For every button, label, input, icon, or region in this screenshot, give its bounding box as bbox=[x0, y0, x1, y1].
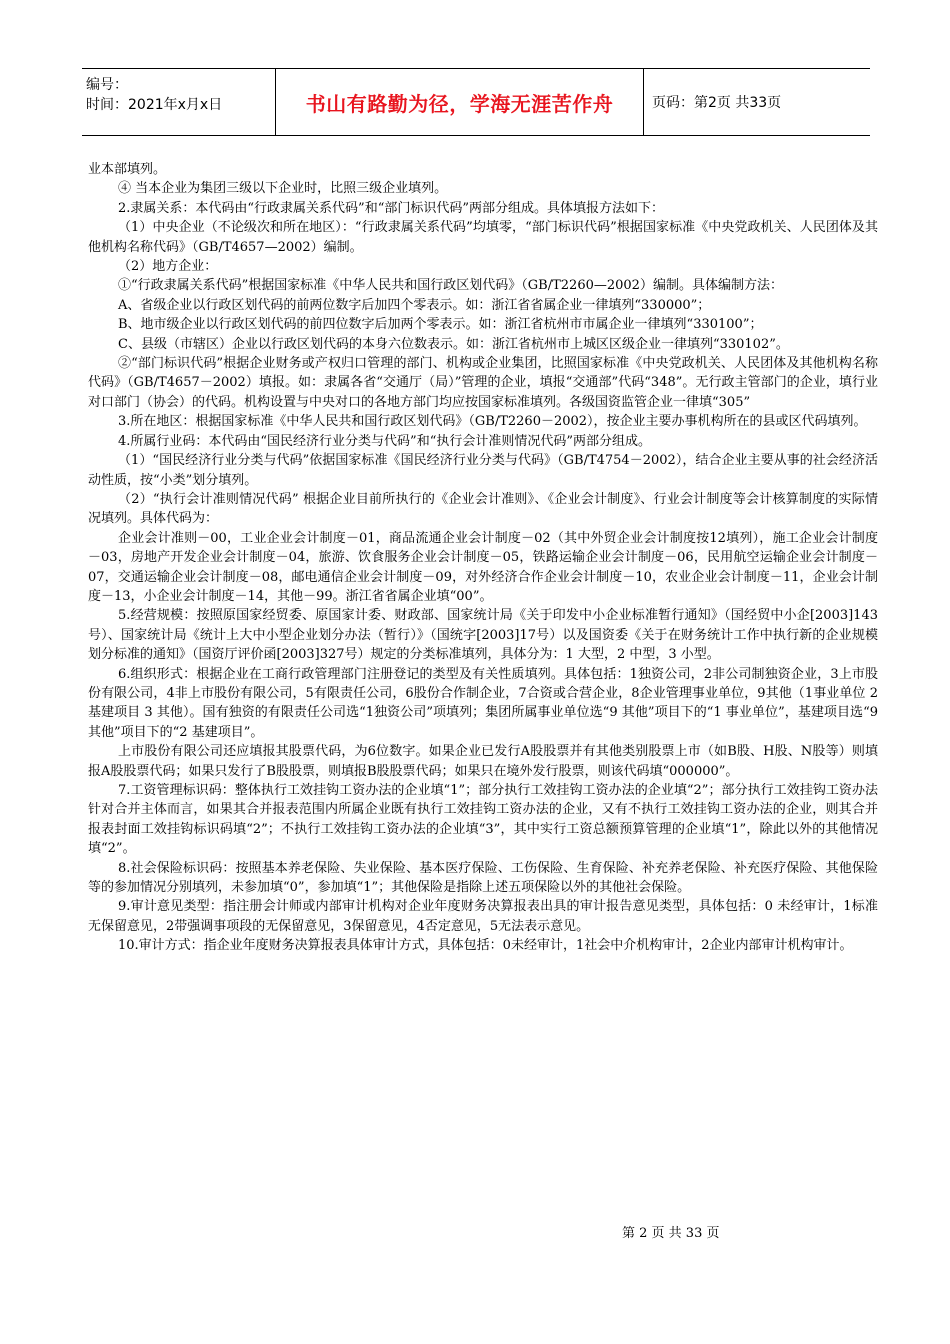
paragraph: A、省级企业以行政区划代码的前两位数字后加四个零表示。如：浙江省省属企业一律填列“330000”； bbox=[118, 297, 711, 313]
paragraph: 4.所属行业码：本代码由“国民经济行业分类与代码”和“执行会计准则情况代码”两部分组成。 bbox=[118, 433, 651, 449]
document-code-label: 编号： bbox=[86, 77, 128, 93]
paragraph: （2）地方企业： bbox=[118, 259, 218, 275]
paragraph: ②“部门标识代码”根据企业财务或产权归口管理的部门、机构或企业集团，比照国家标准《中央党政机关、人民团体及其他机构名称代码》（GB/T4657－2002）填报。如：隶属各省“交通厅（局）”管理的企业，填报“交通部”代码“348”。无行政主管部门的企业，填行业对口部门（协会）的代码。机构设置与中央对口的各地方部门均应按国家标准填列。各级国资监管企业一律填“305” bbox=[88, 356, 878, 410]
paragraph: 8.社会保险标识码：按照基本养老保险、失业保险、基本医疗保险、工伤保险、生育保险、补充养老保险、补充医疗保险、其他保险等的参加情况分别填列，未参加填“0”，参加填“1”；其他保险是指除上述五项保险以外的其他社会保险。 bbox=[88, 860, 878, 896]
paragraph: ④ 当本企业为集团三级以下企业时，比照三级企业填列。 bbox=[118, 181, 448, 197]
document-date: 时间：2021年x月x日 bbox=[86, 97, 223, 113]
paragraph: （2）“执行会计准则情况代码” 根据企业目前所执行的《企业会计准则》、《企业会计制度》、行业会计制度等会计核算制度的实际情况填列。具体代码为： bbox=[88, 491, 878, 527]
paragraph: 3.所在地区：根据国家标准《中华人民共和国行政区划代码》（GB/T2260－2002），按企业主要办事机构所在的县或区代码填列。 bbox=[118, 414, 867, 430]
header-page-info: 页码：第2页 共33页 bbox=[652, 95, 782, 111]
paragraph: 业本部填列。 bbox=[88, 162, 167, 177]
header-motto: 书山有路勤为径，学海无涯苦作舟 bbox=[276, 69, 644, 135]
page-footer: 第 2 页 共 33 页 bbox=[622, 1226, 720, 1241]
paragraph: 9.审计意见类型：指注册会计师或内部审计机构对企业年度财务决算报表出具的审计报告意见类型，具体包括：0 未经审计，1标准无保留意见，2带强调事项段的无保留意见，3保留意见，4否定意见，5无法表示意见。 bbox=[88, 899, 878, 934]
paragraph: 6.组织形式：根据企业在工商行政管理部门注册登记的类型及有关性质填列。具体包括：1独资公司，2非公司制独资企业，3上市股份有限公司，4非上市股份有限公司，5有限责任公司，6股份合作制企业，7合资或合营企业，8企业管理事业单位，9其他（1事业单位 2 基建项目 3 其他）。国有独资的有限责任公司选“1独资公司”项填列；集团所属事业单位选“9 其他”项目下的“1 事业单位”，基建项目选“9 其他”项目下的“2 基建项目”。 bbox=[88, 666, 878, 740]
paragraph: （1）“国民经济行业分类与代码”依据国家标准《国民经济行业分类与代码》（GB/T4754－2002），结合企业主要从事的社会经济活动性质，按“小类”划分填列。 bbox=[88, 453, 878, 488]
paragraph: （1）中央企业（不论级次和所在地区）：“行政隶属关系代码”均填零，“部门标识代码”根据国家标准《中央党政机关、人民团体及其他机构名称代码》（GB/T4657—2002）编制。 bbox=[88, 220, 878, 255]
paragraph: 2.隶属关系：本代码由“行政隶属关系代码”和“部门标识代码”两部分组成。具体填报方法如下： bbox=[118, 200, 664, 216]
paragraph: B、地市级企业以行政区划代码的前四位数字后加两个零表示。如：浙江省杭州市市属企业一律填列“330100”； bbox=[118, 317, 763, 333]
paragraph: 企业会计准则－00，工业企业会计制度－01，商品流通企业会计制度－02（其中外贸企业会计制度按12填列），施工企业会计制度－03，房地产开发企业会计制度－04，旅游、饮食服务企业会计制度－05，铁路运输企业会计制度－06，民用航空运输企业会计制度－07，交通运输企业会计制度－08，邮电通信企业会计制度－09，对外经济合作企业会计制度－10，农业企业会计制度－11，企业会计制度－13，小企业会计制度－14，其他－99。浙江省省属企业填“00”。 bbox=[88, 530, 878, 604]
paragraph: 7.工资管理标识码：整体执行工效挂钩工资办法的企业填“1”；部分执行工效挂钩工资办法的企业填“2”；部分执行工效挂钩工资办法针对合并主体而言，如果其合并报表范围内所属企业既有执行工效挂钩工资办法的企业，又有不执行工效挂钩工资办法的企业，则其合并报表封面工效挂钩标识码填“2”；不执行工效挂钩工资办法的企业填“3”，其中实行工资总额预算管理的企业填“1”，除此以外的其他情况填“2”。 bbox=[88, 783, 878, 857]
paragraph: 5.经营规模：按照原国家经贸委、原国家计委、财政部、国家统计局《关于印发中小企业标准暂行通知》（国经贸中小企[2003]143号）、国家统计局《统计上大中小型企业划分办法（暂行）》（国统字[2003]17号）以及国资委《关于在财务统计工作中执行新的企业规模划分标准的通知》（国资厅评价函[2003]327号）规定的分类标准填列，具体分为：1 大型，2 中型，3 小型。 bbox=[88, 608, 878, 663]
paragraph: ①“行政隶属关系代码”根据国家标准《中华人民共和国行政区划代码》（GB/T2260—2002）编制。具体编制方法： bbox=[118, 278, 783, 294]
header-meta bbox=[82, 69, 276, 135]
paragraph: 10.审计方式：指企业年度财务决算报表具体审计方式，具体包括：0未经审计，1社会中介机构审计，2企业内部审计机构审计。 bbox=[118, 938, 853, 954]
paragraph: 上市股份有限公司还应填报其股票代码，为6位数字。如果企业已发行A股股票并有其他类别股票上市（如B股、H股、N股等）则填报A股股票代码；如果只发行了B股股票，则填报B股股票代码；如果只在境外发行股票，则该代码填“000000”。 bbox=[88, 744, 878, 779]
paragraph: C、县级（市辖区）企业以行政区划代码的本身六位数表示。如：浙江省杭州市上城区区级企业一律填列“330102”。 bbox=[118, 336, 789, 352]
page-header bbox=[82, 68, 870, 136]
document-body bbox=[88, 160, 878, 956]
